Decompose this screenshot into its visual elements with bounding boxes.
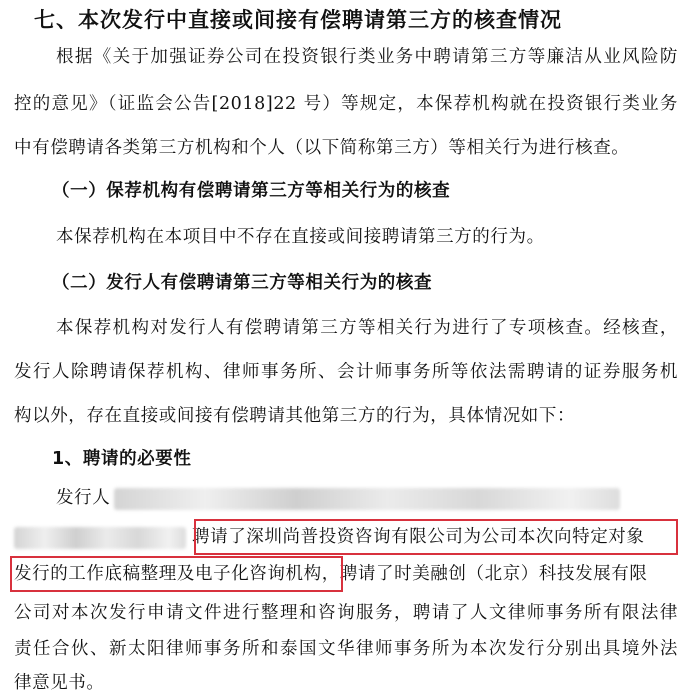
necessity-line-5: 责任合伙、新太阳律师事务所和泰国文华律师事务所为本次发行分别出具境外法 <box>14 639 678 659</box>
issuer-label: 发行人 <box>56 488 111 508</box>
highlighted-text-2: 发行的工作底稿整理及电子化咨询机构 <box>14 564 322 584</box>
issuer-line-2: 发行人除聘请保荐机构、律师事务所、会计师事务所等依法需聘请的证券服务机 <box>14 362 678 382</box>
issuer-line-3: 构以外，存在直接或间接有偿聘请其他第三方的行为，具体情况如下： <box>14 406 576 426</box>
necessity-line-3-rest: ，聘请了时美融创（北京）科技发展有限 <box>321 564 648 584</box>
necessity-line-4: 公司对本次发行申请文件进行整理和咨询服务，聘请了人文律师事务所有限法律 <box>14 603 678 623</box>
sponsor-line-1: 本保荐机构在本项目中不存在直接或间接聘请第三方的行为。 <box>56 227 545 247</box>
subheading-sponsor: （一）保荐机构有偿聘请第三方等相关行为的核查 <box>52 181 451 201</box>
necessity-line-6: 律意见书。 <box>14 673 105 693</box>
redacted-text-block <box>14 527 186 549</box>
necessity-line-1 <box>56 483 678 513</box>
subheading-issuer: （二）发行人有偿聘请第三方等相关行为的核查 <box>52 273 433 293</box>
necessity-line-3 <box>14 559 678 589</box>
redacted-text-block <box>114 488 620 510</box>
intro-line-1: 根据《关于加强证券公司在投资银行类业务中聘请第三方等廉洁从业风险防 <box>56 47 678 67</box>
subheading-necessity: 1、聘请的必要性 <box>52 449 192 469</box>
intro-line-3: 中有偿聘请各类第三方机构和个人（以下简称第三方）等相关行为进行核查。 <box>14 138 630 158</box>
issuer-line-1: 本保荐机构对发行人有偿聘请第三方等相关行为进行了专项核查。经核查， <box>56 318 678 338</box>
section-heading: 七、本次发行中直接或间接有偿聘请第三方的核查情况 <box>34 8 562 32</box>
highlighted-text-1: 聘请了深圳尚普投资咨询有限公司为公司本次向特定对象 <box>192 527 645 547</box>
intro-line-2: 控的意见》（证监会公告[2018]22 号）等规定，本保荐机构就在投资银行类业务 <box>14 94 678 114</box>
necessity-line-2 <box>14 522 678 552</box>
